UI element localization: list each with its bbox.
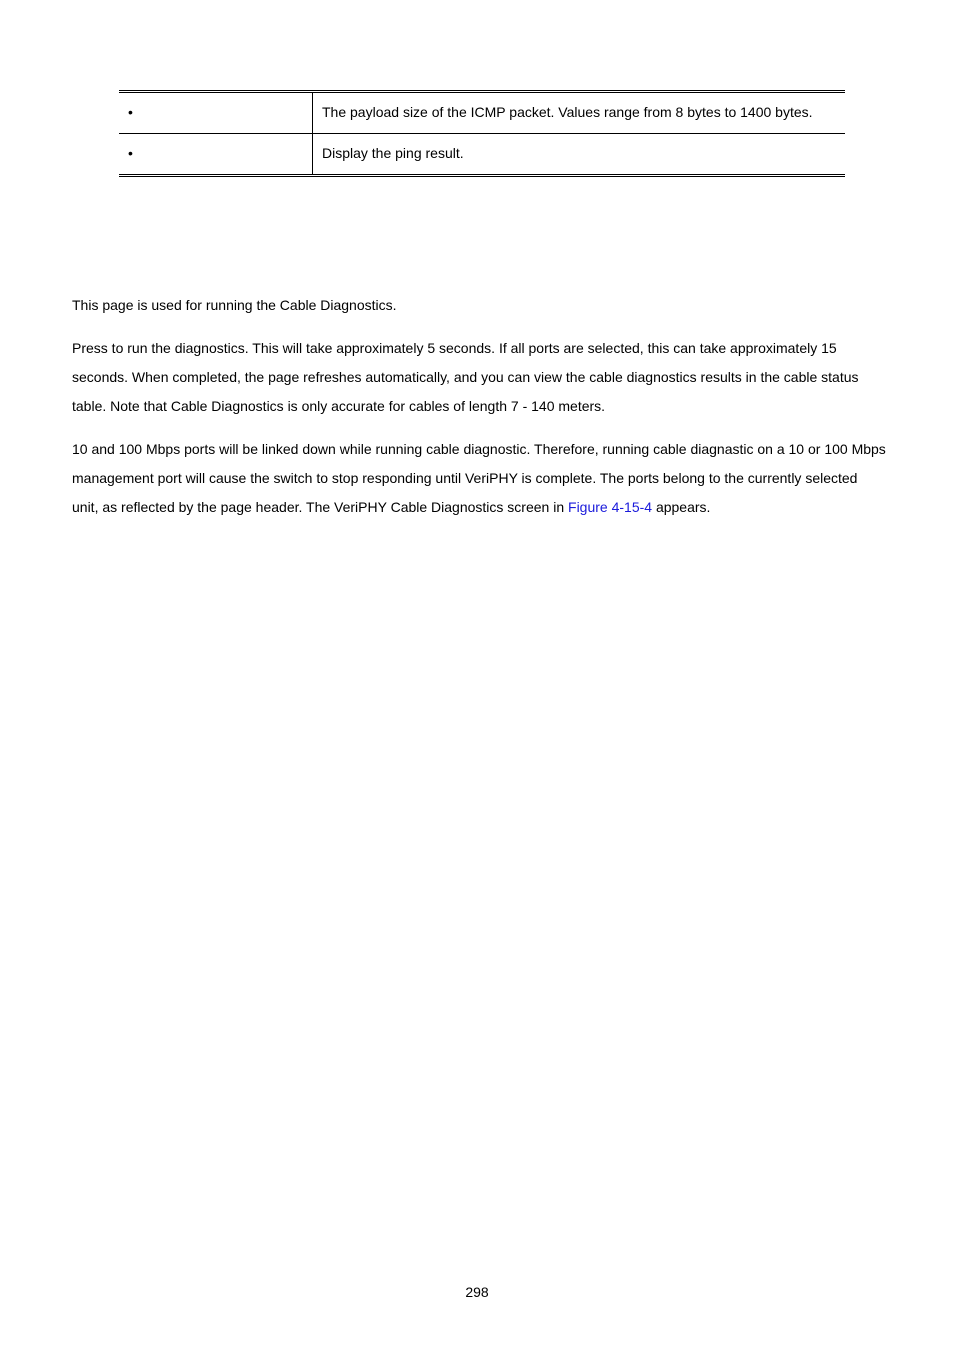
bullet-icon: •: [128, 104, 133, 120]
parameter-description-cell: [313, 134, 846, 176]
table-row: [119, 92, 845, 134]
intro-paragraph: This page is used for running the Cable Diagnostics.: [72, 297, 397, 313]
figure-link[interactable]: Figure 4-15-4: [568, 499, 653, 515]
notice-text: 10 and 100 Mbps ports will be linked down while running cable diagnostic. Therefore, running cable diagnastic on a 10 or 100 Mbps management port will cause the switch to stop responding until VeriPHY is complete. The ports belong to the currently selected unit, as reflected by the page header. The VeriPHY Cable Diagnostics screen in: [72, 441, 886, 515]
parameter-name-cell: [119, 134, 313, 176]
notice-paragraph: [72, 435, 887, 522]
parameter-description-cell: [313, 92, 846, 134]
press-paragraph: Press to run the diagnostics. This will take approximately 5 seconds. If all ports are selected, this can take approximately 15 seconds. When completed, the page refreshes automatically, and you can view the cable diagnostics results in the cable status table. Note that Cable Diagnostics is only accurate for cables of length 7 - 140 meters.: [72, 340, 859, 414]
notice-text-end: appears.: [652, 499, 711, 515]
parameter-name-cell: [119, 92, 313, 134]
parameter-table: [119, 90, 845, 177]
parameter-description: Display the ping result.: [322, 145, 464, 161]
bullet-icon: •: [128, 145, 133, 161]
parameter-description: The payload size of the ICMP packet. Values range from 8 bytes to 1400 bytes.: [322, 104, 813, 120]
page-number: 298: [465, 1284, 489, 1300]
table-row: [119, 134, 845, 176]
